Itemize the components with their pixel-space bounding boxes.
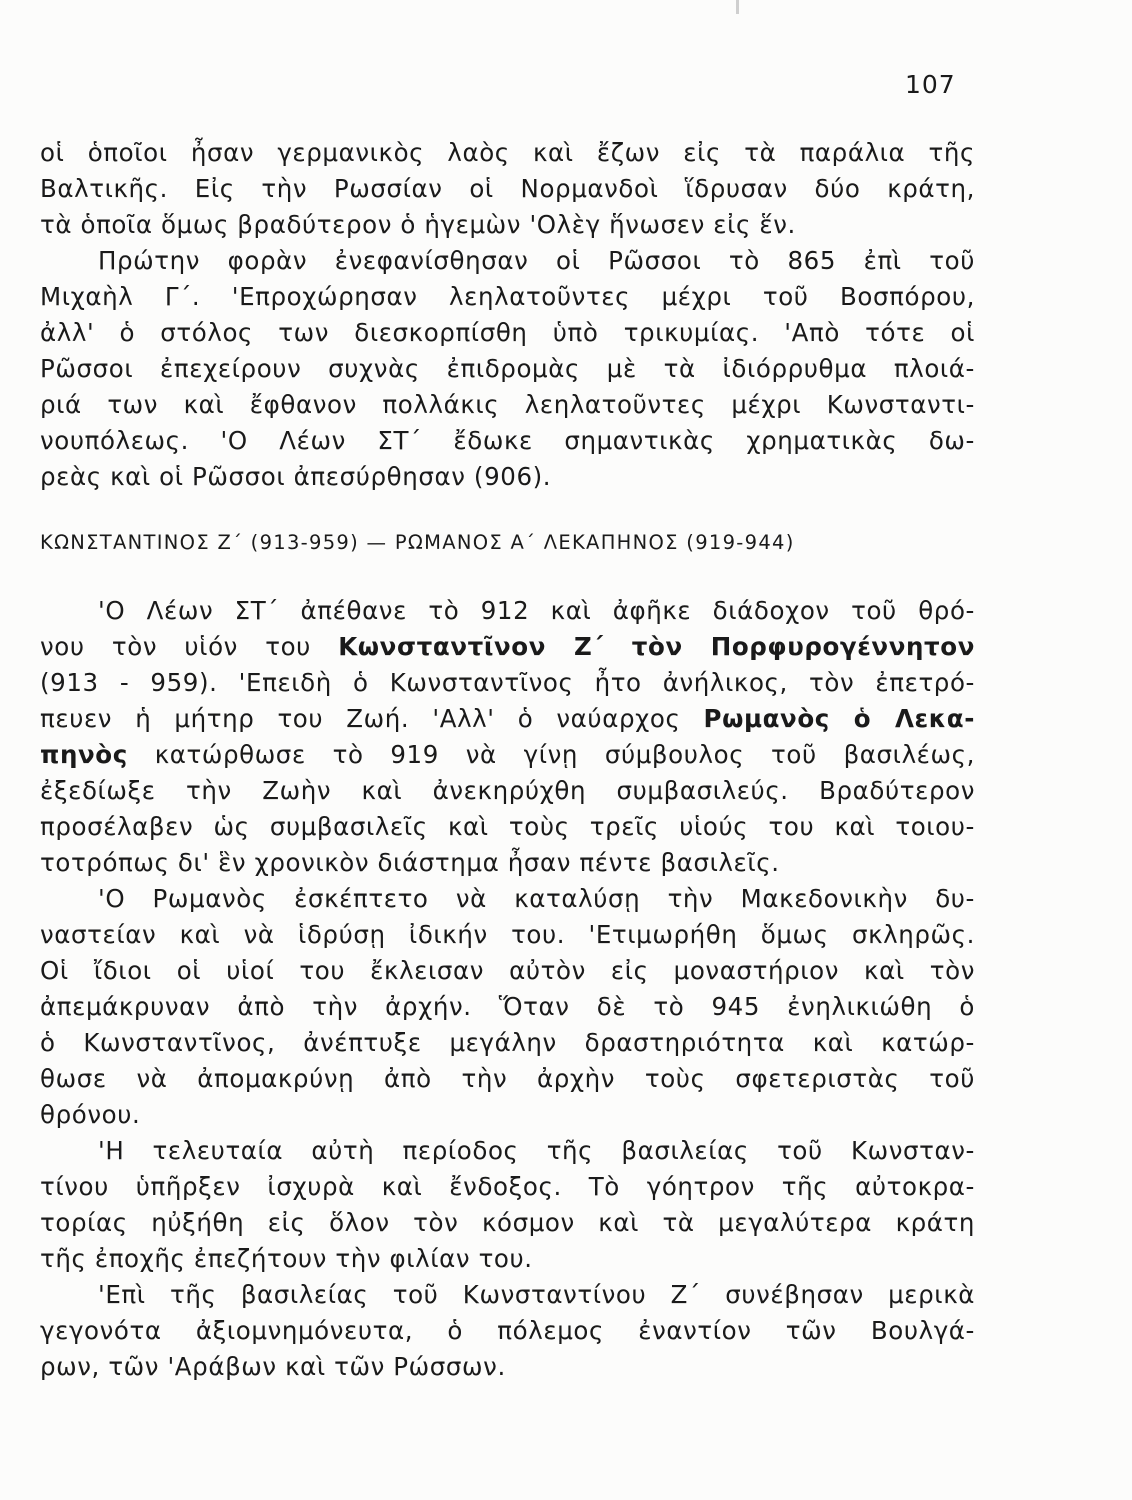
- text-line: θωσε νὰ ἀπομακρύνῃ ἀπὸ τὴν ἀρχὴν τοὺς σφετεριστὰς τοῦ: [40, 1064, 975, 1093]
- text-line: [40, 737, 975, 773]
- emphasis-name: πηνὸς: [40, 740, 128, 769]
- text-line: [40, 701, 975, 737]
- text-line: Βαλτικῆς. Εἰς τὴν Ρωσσίαν οἱ Νορμανδοὶ ἵδρυσαν δύο κράτη,: [40, 174, 975, 203]
- text-line: τίνου ὑπῆρξεν ἰσχυρὰ καὶ ἔνδοξος. Τὸ γόητρον τῆς αὐτοκρα-: [40, 1172, 975, 1201]
- text-line: τὰ ὁποῖα ὅμως βραδύτερον ὁ ἡγεμὼν 'Ολὲγ ἥνωσεν εἰς ἕν.: [40, 210, 796, 239]
- emphasis-name: Κωνσταντῖνον Ζ΄ τὸν Πορφυρογέννητον: [338, 632, 976, 661]
- text-line: ἐξεδίωξε τὴν Ζωὴν καὶ ἀνεκηρύχθη συμβασιλεύς. Βραδύτερον: [40, 776, 975, 805]
- paper-mark: [736, 0, 739, 14]
- text-line: 'Η τελευταία αὐτὴ περίοδος τῆς βασιλείας τοῦ Κωνσταν-: [98, 1136, 975, 1165]
- text-line: ρεὰς καὶ οἱ Ρῶσσοι ἀπεσύρθησαν (906).: [40, 462, 552, 491]
- text-line: θρόνου.: [40, 1100, 141, 1129]
- text-line: γεγονότα ἀξιομνημόνευτα, ὁ πόλεμος ἐναντίον τῶν Βουλγά-: [40, 1316, 975, 1345]
- text-line: τῆς ἐποχῆς ἐπεζήτουν τὴν φιλίαν του.: [40, 1244, 533, 1273]
- text-run: πευεν ἡ μήτηρ του Ζωή. 'Αλλ' ὁ ναύαρχος: [40, 704, 704, 733]
- page-number: 107: [905, 70, 956, 99]
- section-heading: ΚΩΝΣΤΑΝΤΙΝΟΣ Ζ΄ (913-959) — ΡΩΜΑΝΟΣ Α΄ ΛΕΚΑΠΗΝΟΣ (919-944): [40, 531, 795, 554]
- text-line: ρων, τῶν 'Αράβων καὶ τῶν Ρώσσων.: [40, 1352, 506, 1381]
- text-line: Μιχαὴλ Γ΄. 'Επροχώρησαν λεηλατοῦντες μέχρι τοῦ Βοσπόρου,: [40, 282, 975, 311]
- text-line: τοτρόπως δι' ἓν χρονικὸν διάστημα ἦσαν πέντε βασιλεῖς.: [40, 848, 780, 877]
- text-run: κατώρθωσε τὸ 919 νὰ γίνῃ σύμβουλος τοῦ βασιλέως,: [127, 740, 975, 769]
- text-line: [40, 629, 975, 665]
- paragraph-constantine: [40, 593, 975, 1385]
- emphasis-name: Ρωμανὸς ὁ Λεκα-: [703, 704, 975, 733]
- text-line: Ρῶσσοι ἐπεχείρουν συχνὰς ἐπιδρομὰς μὲ τὰ ἰδιόρρυθμα πλοιά-: [40, 354, 975, 383]
- text-line: τορίας ηὐξήθη εἰς ὅλον τὸν κόσμον καὶ τὰ μεγαλύτερα κράτη: [40, 1208, 975, 1237]
- text-line: (913 - 959). 'Επειδὴ ὁ Κωνσταντῖνος ἦτο ἀνήλικος, τὸν ἐπετρό-: [40, 668, 975, 697]
- text-line: 'Ο Λέων ΣΤ΄ ἀπέθανε τὸ 912 καὶ ἀφῆκε διάδοχον τοῦ θρό-: [98, 596, 975, 625]
- text-run: νου τὸν υἱόν του: [40, 632, 339, 661]
- text-line: 'Επὶ τῆς βασιλείας τοῦ Κωνσταντίνου Ζ΄ συνέβησαν μερικὰ: [98, 1280, 975, 1309]
- text-line: οἱ ὁποῖοι ἦσαν γερμανικὸς λαὸς καὶ ἔζων εἰς τὰ παράλια τῆς: [40, 138, 975, 167]
- text-line: ἀπεμάκρυναν ἀπὸ τὴν ἀρχήν. Ὅταν δὲ τὸ 945 ἐνηλικιώθη ὁ: [40, 992, 975, 1021]
- text-line: ριά των καὶ ἔφθανον πολλάκις λεηλατοῦντες μέχρι Κωνσταντι-: [40, 390, 975, 419]
- text-line: 'Ο Ρωμανὸς ἐσκέπτετο νὰ καταλύσῃ τὴν Μακεδονικὴν δυ-: [98, 884, 975, 913]
- text-line: νουπόλεως. 'Ο Λέων ΣΤ΄ ἔδωκε σημαντικὰς χρηματικὰς δω-: [40, 426, 975, 455]
- text-line: προσέλαβεν ὡς συμβασιλεῖς καὶ τοὺς τρεῖς υἱούς του καὶ τοιου-: [40, 812, 975, 841]
- text-line: ναστείαν καὶ νὰ ἱδρύσῃ ἰδικήν του. 'Ετιμωρήθη ὅμως σκληρῶς.: [40, 920, 975, 949]
- text-line: ὁ Κωνσταντῖνος, ἀνέπτυξε μεγάλην δραστηριότητα καὶ κατώρ-: [40, 1028, 975, 1057]
- paragraph-normans: [40, 135, 975, 495]
- text-line: Οἱ ἴδιοι οἱ υἱοί του ἔκλεισαν αὐτὸν εἰς μοναστήριον καὶ τὸν: [40, 956, 975, 985]
- text-line: Πρώτην φορὰν ἐνεφανίσθησαν οἱ Ρῶσσοι τὸ 865 ἐπὶ τοῦ: [98, 246, 975, 275]
- text-line: ἀλλ' ὁ στόλος των διεσκορπίσθη ὑπὸ τρικυμίας. 'Απὸ τότε οἱ: [40, 318, 975, 347]
